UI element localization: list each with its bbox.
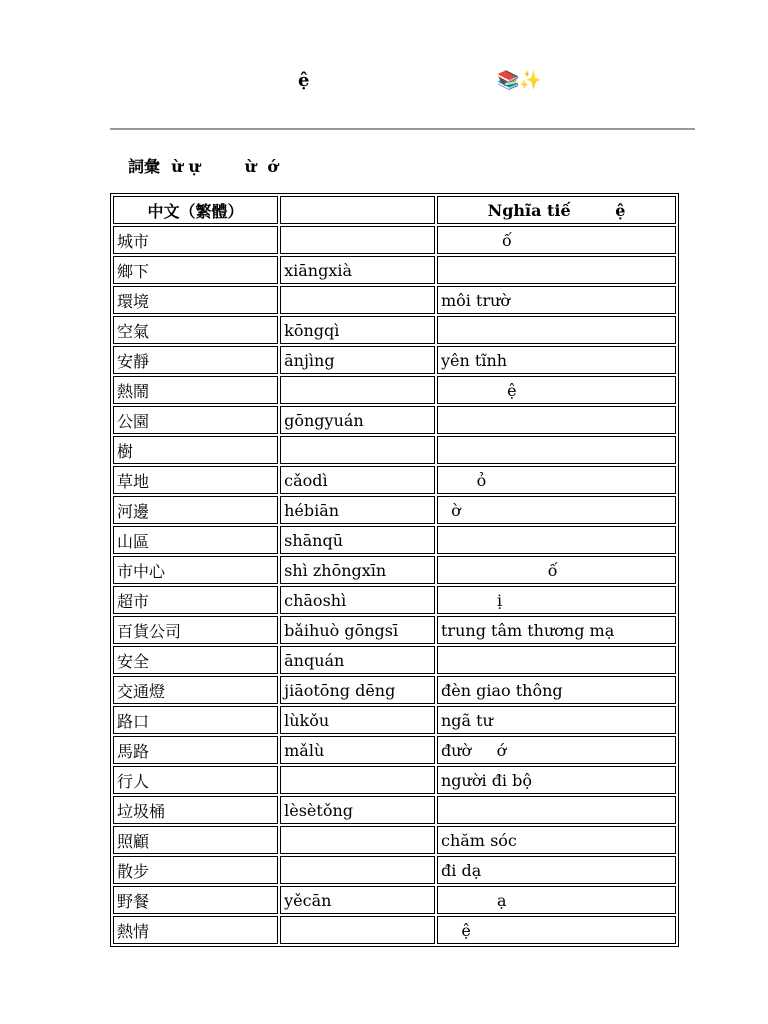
cell-vietnamese: trung tâm thương mạ [437, 616, 676, 644]
cell-vietnamese: đèn giao thông [437, 676, 676, 704]
cell-pinyin: hébiān [280, 496, 435, 524]
cell-vietnamese: chăm sóc [437, 826, 676, 854]
cell-pinyin [280, 766, 435, 794]
cell-chinese: 市中心 [113, 556, 278, 584]
table-row [113, 226, 676, 254]
cell-pinyin [280, 826, 435, 854]
table-row [113, 856, 676, 884]
cell-vietnamese [437, 316, 676, 344]
table-row [113, 886, 676, 914]
table-row [113, 826, 676, 854]
cell-chinese: 公園 [113, 406, 278, 434]
cell-pinyin: kōngqì [280, 316, 435, 344]
table-row [113, 586, 676, 614]
table-row [113, 916, 676, 944]
table-row [113, 796, 676, 824]
cell-pinyin: yěcān [280, 886, 435, 914]
cell-chinese: 垃圾桶 [113, 796, 278, 824]
books-sparkles-icon: 📚✨ [497, 70, 542, 91]
table-row [113, 346, 676, 374]
cell-chinese: 安靜 [113, 346, 278, 374]
cell-pinyin: mǎlù [280, 736, 435, 764]
horizontal-divider [110, 128, 695, 130]
cell-chinese: 樹 [113, 436, 278, 464]
cell-chinese: 熱鬧 [113, 376, 278, 404]
cell-pinyin [280, 226, 435, 254]
cell-pinyin: lèsètǒng [280, 796, 435, 824]
cell-chinese: 野餐 [113, 886, 278, 914]
table-row [113, 436, 676, 464]
cell-chinese: 路口 [113, 706, 278, 734]
cell-chinese: 超市 [113, 586, 278, 614]
cell-pinyin: bǎihuò gōngsī [280, 616, 435, 644]
cell-chinese: 鄉下 [113, 256, 278, 284]
table-body [113, 226, 676, 944]
cell-vietnamese: ngã tư [437, 706, 676, 734]
cell-chinese: 散步 [113, 856, 278, 884]
cell-vietnamese: môi trườ [437, 286, 676, 314]
cell-vietnamese: người đi bộ [437, 766, 676, 794]
header-chinese: 中文（繁體） [113, 196, 278, 224]
cell-pinyin: chāoshì [280, 586, 435, 614]
table-row [113, 316, 676, 344]
cell-vietnamese: đườ ớ [437, 736, 676, 764]
cell-vietnamese [437, 406, 676, 434]
cell-pinyin [280, 856, 435, 884]
table-row [113, 766, 676, 794]
cell-vietnamese [437, 436, 676, 464]
cell-pinyin: xiāngxià [280, 256, 435, 284]
cell-pinyin [280, 436, 435, 464]
cell-vietnamese: ạ [437, 886, 676, 914]
table-row [113, 376, 676, 404]
cell-chinese: 安全 [113, 646, 278, 674]
cell-chinese: 城市 [113, 226, 278, 254]
cell-chinese: 馬路 [113, 736, 278, 764]
cell-chinese: 照顧 [113, 826, 278, 854]
cell-vietnamese [437, 526, 676, 554]
cell-pinyin: ānjìng [280, 346, 435, 374]
title-left: ệ [298, 70, 310, 91]
table-row [113, 256, 676, 284]
table-row [113, 286, 676, 314]
cell-pinyin: shì zhōngxīn [280, 556, 435, 584]
cell-chinese: 百貨公司 [113, 616, 278, 644]
cell-pinyin [280, 916, 435, 944]
table-row [113, 616, 676, 644]
section-subtitle: 詞彙 ừ ự ừ ớ [128, 157, 278, 176]
vocabulary-table [110, 193, 679, 947]
cell-pinyin: jiāotōng dēng [280, 676, 435, 704]
cell-pinyin: gōngyuán [280, 406, 435, 434]
cell-chinese: 交通燈 [113, 676, 278, 704]
table-row [113, 706, 676, 734]
cell-vietnamese [437, 796, 676, 824]
cell-pinyin [280, 376, 435, 404]
cell-vietnamese: ố [437, 226, 676, 254]
cell-chinese: 環境 [113, 286, 278, 314]
cell-chinese: 空氣 [113, 316, 278, 344]
cell-vietnamese: ệ [437, 376, 676, 404]
table-row [113, 736, 676, 764]
cell-pinyin: ānquán [280, 646, 435, 674]
cell-pinyin [280, 286, 435, 314]
table-row [113, 646, 676, 674]
cell-vietnamese: ị [437, 586, 676, 614]
table-header-row [113, 196, 676, 224]
table-row [113, 526, 676, 554]
table-row [113, 466, 676, 494]
page-title [0, 70, 768, 100]
cell-chinese: 河邊 [113, 496, 278, 524]
cell-vietnamese [437, 256, 676, 284]
cell-chinese: 山區 [113, 526, 278, 554]
cell-pinyin: cǎodì [280, 466, 435, 494]
table-row [113, 556, 676, 584]
cell-chinese: 行人 [113, 766, 278, 794]
cell-vietnamese: ờ [437, 496, 676, 524]
header-vietnamese: Nghĩa tiế ệ [437, 196, 676, 224]
cell-vietnamese: yên tĩnh [437, 346, 676, 374]
cell-vietnamese: ỏ [437, 466, 676, 494]
header-pinyin [280, 196, 435, 224]
cell-vietnamese: đi dạ [437, 856, 676, 884]
cell-pinyin: shānqū [280, 526, 435, 554]
cell-chinese: 草地 [113, 466, 278, 494]
table-row [113, 496, 676, 524]
table-row [113, 676, 676, 704]
table-row [113, 406, 676, 434]
cell-vietnamese: ố [437, 556, 676, 584]
cell-chinese: 熱情 [113, 916, 278, 944]
cell-vietnamese [437, 646, 676, 674]
cell-pinyin: lùkǒu [280, 706, 435, 734]
cell-vietnamese: ệ [437, 916, 676, 944]
